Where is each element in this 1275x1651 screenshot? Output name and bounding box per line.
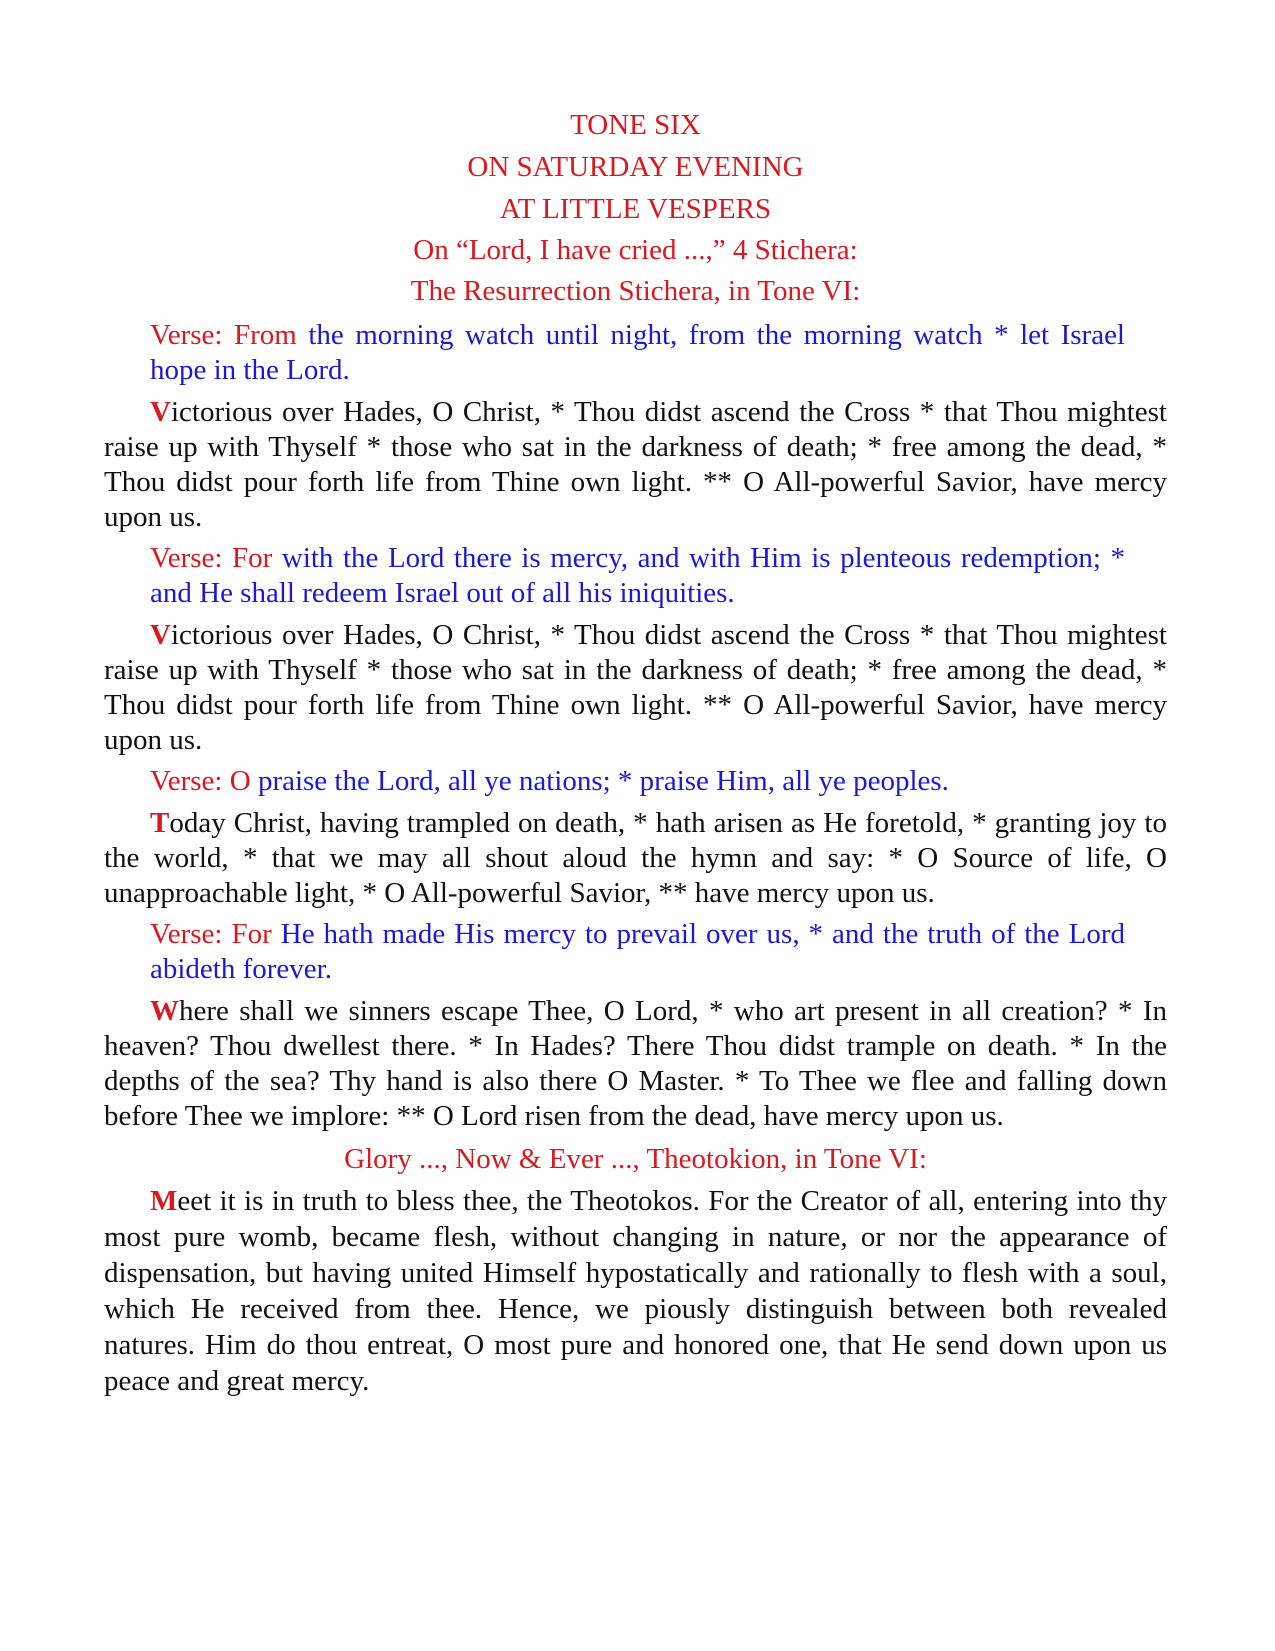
sticheron-text: oday Christ, having trampled on death, * hath arisen as He foretold, * granting joy to the world, * that we may all shout aloud the hymn and say: * O Source of life, O unapproachable light, * O All-powerful Savior, ** have mercy upon us. <box>104 807 1167 909</box>
sticheron-text: ictorious over Hades, O Christ, * Thou didst ascend the Cross * that Thou mightest raise up with Thyself * those who sat in the darkness of death; * free among the dead, * Thou didst pour forth life from Thine own light. ** O All-powerful Savior, have mercy upon us. <box>104 619 1167 756</box>
sticheron-2 <box>104 618 1167 758</box>
verse-3 <box>150 764 1125 799</box>
verse-first-word: From <box>233 319 297 351</box>
verse-4 <box>150 917 1125 987</box>
subtitle-resurrection-stichera: The Resurrection Stichera, in Tone VI: <box>410 275 861 307</box>
verse-first-word: O <box>229 765 251 797</box>
verse-text: with the Lord there is mercy, and with Him is plenteous redemption; * and He shall redeem Israel out of all his iniquities. <box>150 542 1125 609</box>
verse-1 <box>150 318 1125 388</box>
sticheron-3 <box>104 806 1167 911</box>
title-block <box>104 104 1167 312</box>
glory-heading: Glory ..., Now & Ever ..., Theotokion, in Tone VI: <box>344 1143 927 1175</box>
theotokion-text: eet it is in truth to bless thee, the Theotokos. For the Creator of all, entering into thy most pure womb, became flesh, without changing in nature, or nor the appearance of dispensation, but having united Himself hypostatically and rationally to flesh with a soul, which He received from thee. Hence, we piously distinguish between both revealed natures. Him do thou entreat, O most pure and honored one, that He send down upon us peace and great mercy. <box>104 1185 1167 1397</box>
title-day: ON SATURDAY EVENING <box>467 151 804 183</box>
sticheron-1 <box>104 395 1167 535</box>
verse-label: Verse: <box>150 542 233 574</box>
verse-label: Verse: <box>150 319 234 351</box>
initial-letter: V <box>150 396 171 428</box>
sticheron-text: ictorious over Hades, O Christ, * Thou didst ascend the Cross * that Thou mightest raise up with Thyself * those who sat in the darkness of death; * free among the dead, * Thou didst pour forth life from Thine own light. ** O All-powerful Savior, have mercy upon us. <box>104 396 1167 533</box>
title-service: AT LITTLE VESPERS <box>499 193 772 225</box>
initial-letter: M <box>150 1185 178 1217</box>
verse-2 <box>150 541 1125 611</box>
initial-letter: V <box>150 619 171 651</box>
subtitle-lord-i-have-cried: On “Lord, I have cried ...,” 4 Stichera: <box>413 234 858 266</box>
verse-first-word: For <box>231 918 272 950</box>
title-tone: TONE SIX <box>570 109 701 141</box>
sticheron-text: here shall we sinners escape Thee, O Lord, * who art present in all creation? * In heaven? Thou dwellest there. * In Hades? There Thou didst trample on death. * In the depths of the sea? Thy hand is also there O Master. * To Thee we flee and falling down before Thee we implore: ** O Lord risen from the dead, have mercy upon us. <box>104 995 1167 1132</box>
verse-label: Verse: <box>150 765 230 797</box>
verse-text: praise the Lord, all ye nations; * praise Him, all ye peoples. <box>250 765 949 797</box>
verse-label: Verse: <box>150 918 232 950</box>
verse-first-word: For <box>232 542 273 574</box>
initial-letter: W <box>150 995 179 1027</box>
initial-letter: T <box>150 807 170 839</box>
verse-text: the morning watch until night, from the morning watch * let Israel hope in the Lord. <box>150 319 1125 386</box>
theotokion <box>104 1183 1167 1399</box>
sticheron-4 <box>104 994 1167 1134</box>
verse-text: He hath made His mercy to prevail over us, * and the truth of the Lord abideth forever. <box>150 918 1125 985</box>
